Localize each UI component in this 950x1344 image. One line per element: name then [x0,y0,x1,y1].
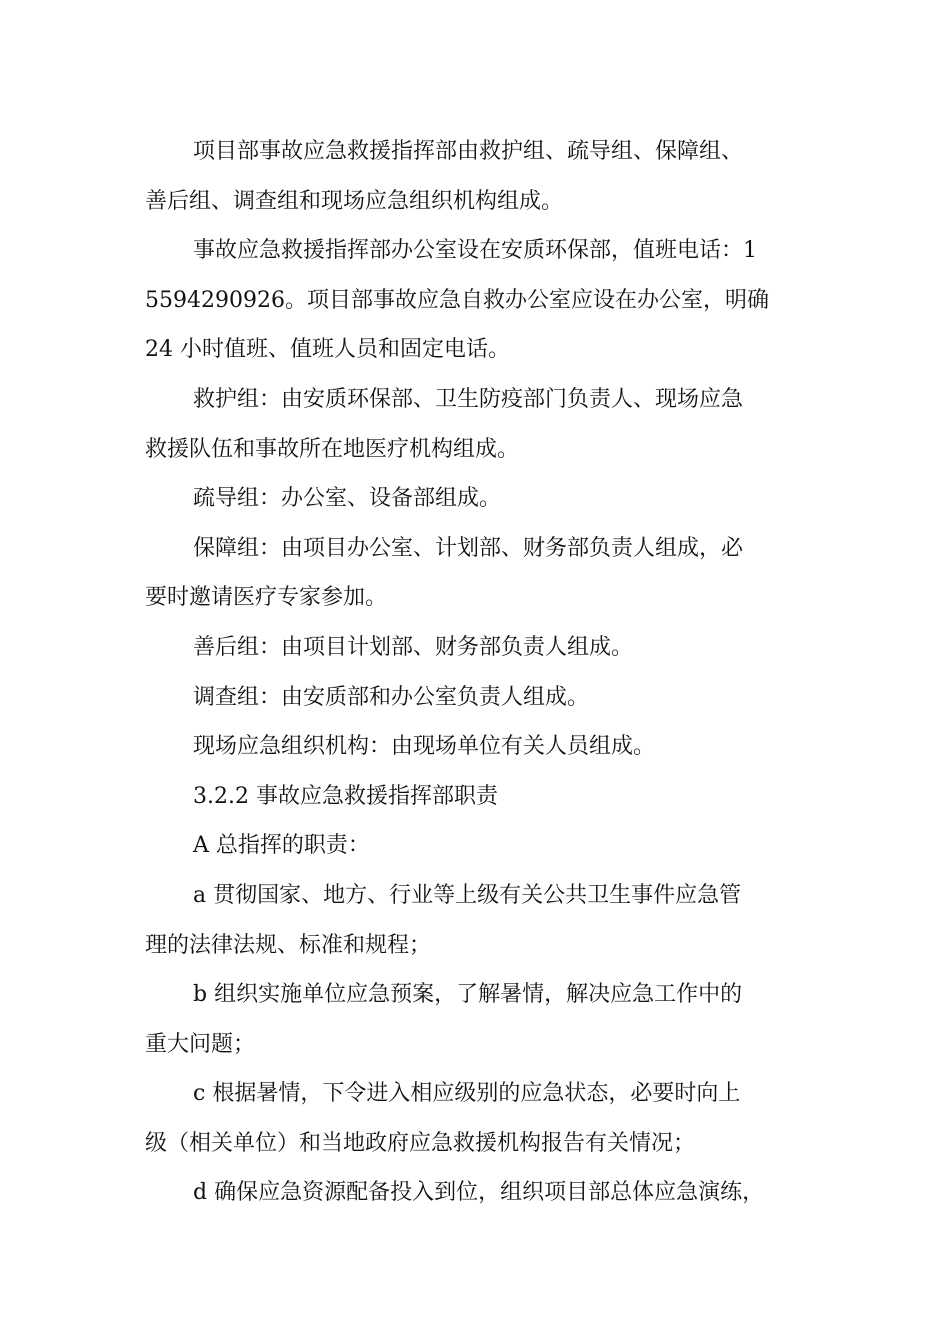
list-item-c [145,1069,825,1168]
text-line: c 根据暑情，下令进入相应级别的应急状态，必要时向上 [193,1081,741,1107]
paragraph-support-group [145,524,825,623]
text-line: 疏导组：办公室、设备部组成。 [193,486,502,512]
list-item-a [145,871,825,970]
text-line: 善后组、调查组和现场应急组织机构组成。 [145,188,564,214]
paragraph-office-location [145,226,825,375]
subheading-commander-duties [145,821,825,871]
paragraph-evacuation-group [145,474,825,524]
document-body [145,127,825,1218]
text-line: 善后组：由项目计划部、财务部负责人组成。 [193,634,634,660]
text-line: 救护组：由安质环保部、卫生防疫部门负责人、现场应急 [193,386,744,412]
list-item-d [145,1168,825,1218]
paragraph-command-composition [145,127,825,226]
paragraph-rescue-group [145,375,825,474]
text-line: 现场应急组织机构：由现场单位有关人员组成。 [193,734,656,760]
text-line: 重大问题； [145,1031,256,1057]
text-line: 5594290926。项目部事故应急自救办公室应设在办公室，明确 [145,287,769,313]
text-line: a 贯彻国家、地方、行业等上级有关公共卫生事件应急管 [193,882,742,908]
paragraph-investigation-group [145,673,825,723]
text-line: 要时邀请医疗专家参加。 [145,585,388,611]
text-line: 保障组：由项目办公室、计划部、财务部负责人组成，必 [193,535,744,561]
text-line: 救援队伍和事故所在地医疗机构组成。 [145,436,520,462]
paragraph-onsite-organization [145,722,825,772]
text-line: 理的法律法规、标准和规程； [145,932,432,958]
text-line: 事故应急救援指挥部办公室设在安质环保部，值班电话：1 [193,238,757,264]
text-line: b 组织实施单位应急预案，了解暑情，解决应急工作中的 [193,982,743,1008]
text-line: 24 小时值班、值班人员和固定电话。 [145,337,510,363]
list-item-b [145,970,825,1069]
text-line: 项目部事故应急救援指挥部由救护组、疏导组、保障组、 [193,139,744,164]
paragraph-aftermath-group [145,623,825,673]
text-line: 3.2.2 事故应急救援指挥部职责 [193,783,498,809]
text-line: d 确保应急资源配备投入到位，组织项目部总体应急演练， [193,1180,765,1206]
text-line: A 总指挥的职责： [193,833,370,859]
text-line: 调查组：由安质部和办公室负责人组成。 [193,684,590,710]
text-line: 级（相关单位）和当地政府应急救援机构报告有关情况； [145,1130,696,1156]
section-heading-3-2-2 [145,772,825,822]
